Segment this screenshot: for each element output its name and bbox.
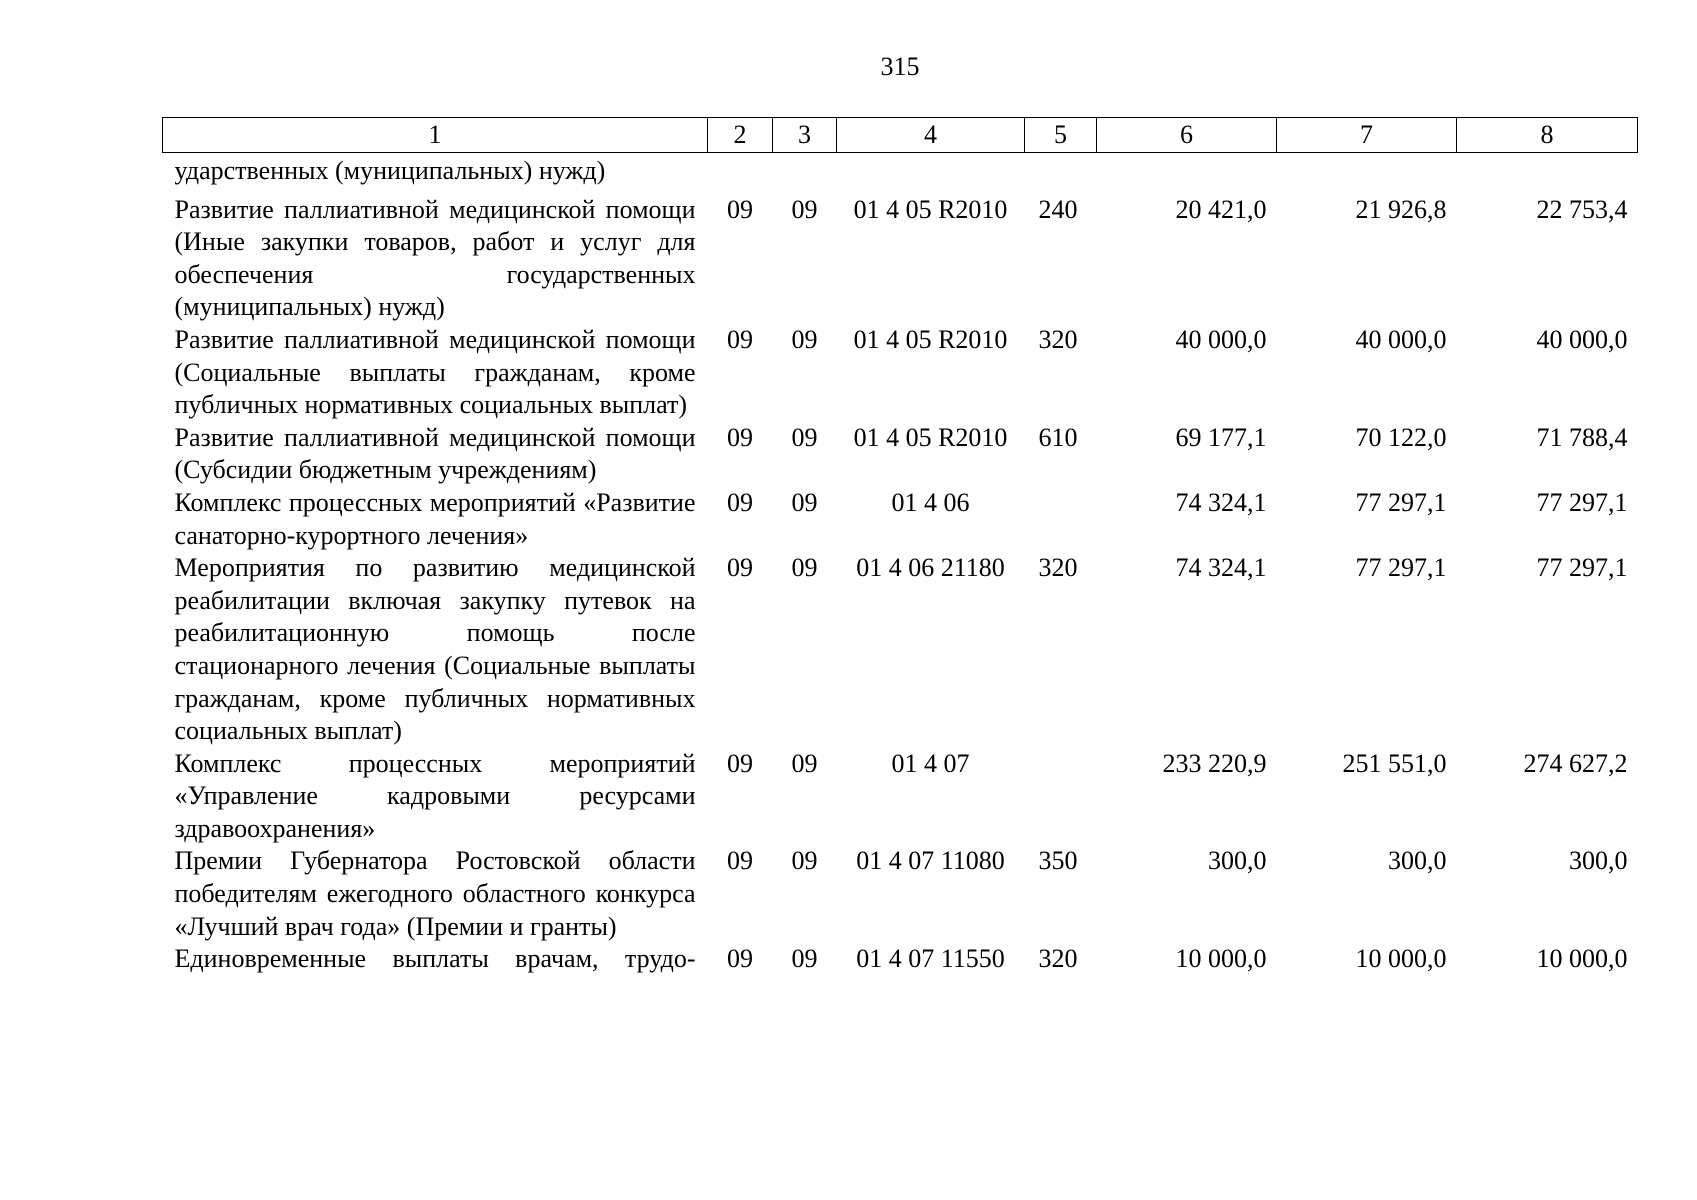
column-header-3: 3: [773, 118, 837, 153]
row-subsection: 09: [791, 553, 818, 583]
row-amount-year1: 69 177,1: [1175, 422, 1267, 452]
table-header-row: [163, 118, 1638, 153]
column-header-4: 4: [837, 118, 1025, 153]
row-amount-year3: 40 000,0: [1536, 324, 1628, 354]
row-amount-year2: 10 000,0: [1355, 944, 1447, 974]
row-amount-year3: 77 297,1: [1536, 553, 1628, 583]
row-name: Премии Губернатора Ростовской области победителям ежегодного областного конкурса «Лучший врач года» (Премии и гранты): [174, 846, 696, 941]
row-amount-year2: 77 297,1: [1355, 487, 1447, 517]
row-subsection: 09: [791, 422, 818, 452]
row-subsection: 09: [791, 324, 818, 354]
row-name: Единовременные выплаты врачам, трудо-: [174, 944, 696, 974]
row-amount-year3: [1457, 153, 1638, 194]
row-amount-year1: [1097, 153, 1277, 194]
table-row: [163, 422, 1638, 487]
row-amount-year1: 20 421,0: [1175, 194, 1267, 224]
table-row: [163, 194, 1638, 324]
row-name: ударственных (муниципальных) нужд): [174, 156, 606, 185]
row-amount-year3: 71 788,4: [1536, 422, 1628, 452]
row-amount-year2: [1277, 153, 1457, 194]
row-name: Комплекс процессных мероприятий «Управление кадровыми ресурсами здравоохранения»: [174, 748, 696, 843]
row-amount-year2: 21 926,8: [1355, 194, 1447, 224]
row-amount-year2: 70 122,0: [1355, 422, 1447, 452]
row-expense-type: [1025, 487, 1097, 552]
row-expense-type: 240: [1038, 194, 1078, 224]
row-section: 09: [727, 194, 753, 224]
row-amount-year3: 22 753,4: [1536, 194, 1628, 224]
row-expense-type: 610: [1038, 422, 1078, 452]
table-row: [163, 487, 1638, 552]
row-subsection: 09: [791, 194, 818, 224]
table-row: [163, 324, 1638, 422]
row-subsection: 09: [791, 846, 818, 876]
row-target-code: 01 4 05 R2010: [853, 422, 1008, 452]
column-header-1: 1: [163, 118, 708, 153]
column-header-7: 7: [1277, 118, 1457, 153]
row-section: 09: [727, 748, 753, 778]
row-amount-year2: 77 297,1: [1355, 553, 1447, 583]
table-row: [163, 153, 1638, 194]
row-section: 09: [727, 422, 753, 452]
table-row: [163, 943, 1638, 976]
row-subsection: 09: [791, 748, 818, 778]
column-header-5: 5: [1025, 118, 1097, 153]
row-amount-year2: 300,0: [1388, 846, 1447, 876]
row-section: 09: [727, 944, 753, 974]
row-section: 09: [727, 553, 753, 583]
row-amount-year3: 300,0: [1569, 846, 1628, 876]
row-section: 09: [727, 846, 753, 876]
row-amount-year3: 274 627,2: [1523, 748, 1628, 778]
column-header-2: 2: [708, 118, 773, 153]
row-section: 09: [727, 324, 753, 354]
row-target-code: 01 4 07: [891, 748, 970, 778]
row-expense-type: 320: [1038, 944, 1078, 974]
row-target-code: 01 4 06 21180: [856, 553, 1005, 583]
row-amount-year1: 74 324,1: [1175, 553, 1267, 583]
page-number: 315: [880, 52, 920, 81]
row-expense-type: [1025, 748, 1097, 846]
row-amount-year1: 10 000,0: [1175, 944, 1267, 974]
budget-table: [162, 117, 1638, 976]
row-subsection: 09: [791, 487, 818, 517]
row-amount-year3: 77 297,1: [1536, 487, 1628, 517]
row-amount-year3: 10 000,0: [1536, 944, 1628, 974]
row-amount-year2: 40 000,0: [1355, 324, 1447, 354]
row-amount-year1: 233 220,9: [1162, 748, 1267, 778]
row-expense-type: 350: [1038, 846, 1078, 876]
row-name: Развитие паллиативной медицинской помощи (Иные закупки товаров, работ и услуг для обеспечения государственных (муниципальных) нужд): [174, 194, 696, 322]
row-target-code: 01 4 06: [891, 487, 970, 517]
row-name: Мероприятия по развитию медицинской реабилитации включая закупку путевок на реабилитационную помощь после стационарного лечения (Социальные выплаты гражданам, кроме публичных нормативных социальных выплат): [174, 553, 696, 746]
row-target-code: [837, 153, 1025, 194]
row-amount-year1: 300,0: [1208, 846, 1267, 876]
row-expense-type: 320: [1038, 553, 1078, 583]
row-expense-type: 320: [1038, 324, 1078, 354]
column-header-8: 8: [1457, 118, 1638, 153]
row-target-code: 01 4 07 11080: [856, 846, 1005, 876]
row-amount-year1: 40 000,0: [1175, 324, 1267, 354]
row-name: Развитие паллиативной медицинской помощи (Социальные выплаты гражданам, кроме публичных нормативных социальных выплат): [174, 324, 696, 420]
row-amount-year1: 74 324,1: [1175, 487, 1267, 517]
row-target-code: 01 4 05 R2010: [853, 324, 1008, 354]
row-section: 09: [727, 487, 753, 517]
row-subsection: 09: [791, 944, 818, 974]
row-expense-type: [1025, 153, 1097, 194]
row-subsection: [773, 153, 837, 194]
table-row: [163, 748, 1638, 846]
table-row: [163, 552, 1638, 748]
row-name: Развитие паллиативной медицинской помощи (Субсидии бюджетным учреждениям): [174, 422, 696, 485]
table-row: [163, 845, 1638, 943]
row-section: [708, 153, 773, 194]
row-target-code: 01 4 05 R2010: [853, 194, 1008, 224]
row-name: Комплекс процессных мероприятий «Развитие санаторно-курортного лечения»: [174, 487, 696, 550]
column-header-6: 6: [1097, 118, 1277, 153]
row-amount-year2: 251 551,0: [1342, 748, 1447, 778]
row-target-code: 01 4 07 11550: [856, 944, 1005, 974]
